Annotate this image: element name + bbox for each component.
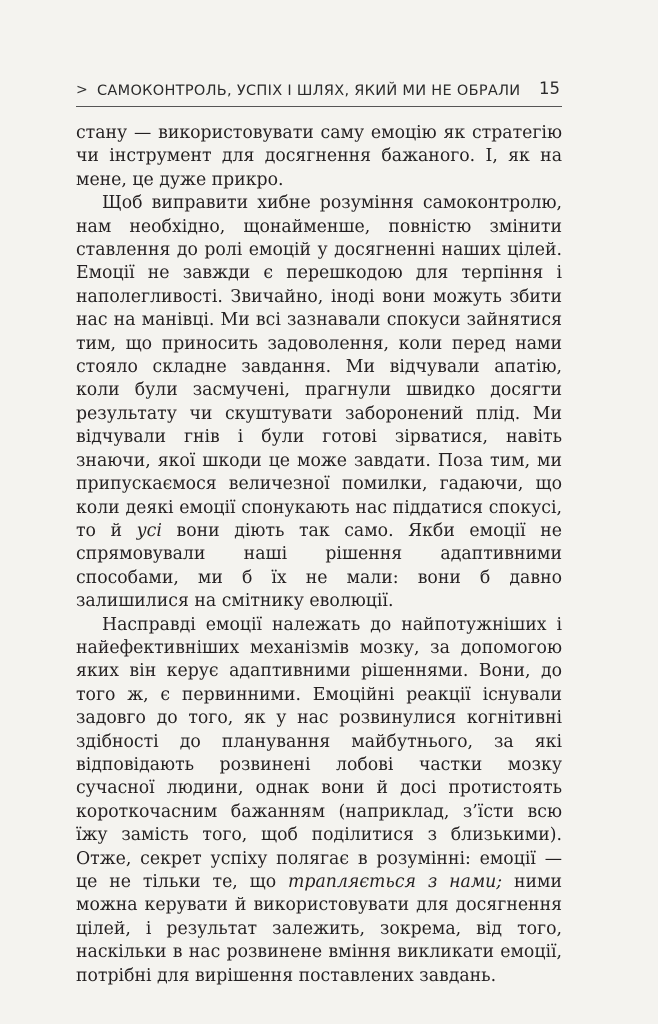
paragraph-text: вони діють так само. Якби емоції не спрямовували наші рішення адаптивними способами, ми б їх не мали: вони б давно залишилися на смітнику еволюції. — [76, 520, 562, 612]
paragraph — [76, 192, 562, 613]
paragraph — [76, 614, 562, 989]
paragraph-text: Щоб виправити хибне розуміння самоконтролю, нам необхідно, щонайменше, повністю змінити ставлення до ролі емоцій у досягненні наших цілей. Емоції не завжди є перешкодою для терпіння і наполегливості. Звичайно, іноді вони можуть збити нас на манівці. Ми всі зазнавали спокуси зайнятися тим, що приносить задоволення, коли перед нами стояло складне завдання. Ми відчували апатію, коли були засмучені, прагнули швидко досягти результату чи скуштувати заборонений плід. Ми відчували гнів і були готові зірватися, навіть знаючи, якої шкоди це може завдати. Поза тим, ми припускаємося величезної помилки, гадаючи, що коли деякі емоції спонукають нас піддатися спокусі, то й — [76, 193, 562, 541]
running-header — [76, 78, 562, 107]
paragraph — [76, 122, 562, 192]
paragraph-text: Насправді емоції належать до найпотужніших і найефективніших механізмів мозку, за допомогою яких він керує адаптивними рішеннями. Вони, до того ж, є первинними. Емоційні реакції існували задовго до того, як у нас розвинулися когнітивні здібності до планування майбутнього, за які відповідають розвинені лобові частки мозку сучасної людини, однак вони й досі протистоять короткочасним бажанням (наприклад, з’їсти всю їжу замість того, щоб поділитися з близькими). Отже, секрет успіху полягає в розумінні: емоції — це не тільки те, що — [76, 614, 562, 892]
chevron-right-icon: > — [76, 82, 88, 98]
emphasis-text: трапляється з нами; — [288, 872, 503, 892]
paragraph-text: ними можна керувати й використовувати для досягнення цілей, і результат залежить, зокрема, від того, наскільки в нас розвинене вміння викликати емоції, потрібні для вирішення поставлених завдань. — [76, 872, 562, 986]
page-number: 15 — [539, 79, 560, 98]
chapter-title: САМОКОНТРОЛЬ, УСПІХ І ШЛЯХ, ЯКИЙ МИ НЕ ОБРАЛИ — [97, 83, 521, 99]
paragraph-text: стану — використовувати саму емоцію як стратегію чи інструмент для досягнення бажаного. І, як на мене, це дуже прикро. — [76, 123, 562, 190]
body-text — [76, 122, 562, 988]
emphasis-text: усі — [136, 520, 162, 541]
